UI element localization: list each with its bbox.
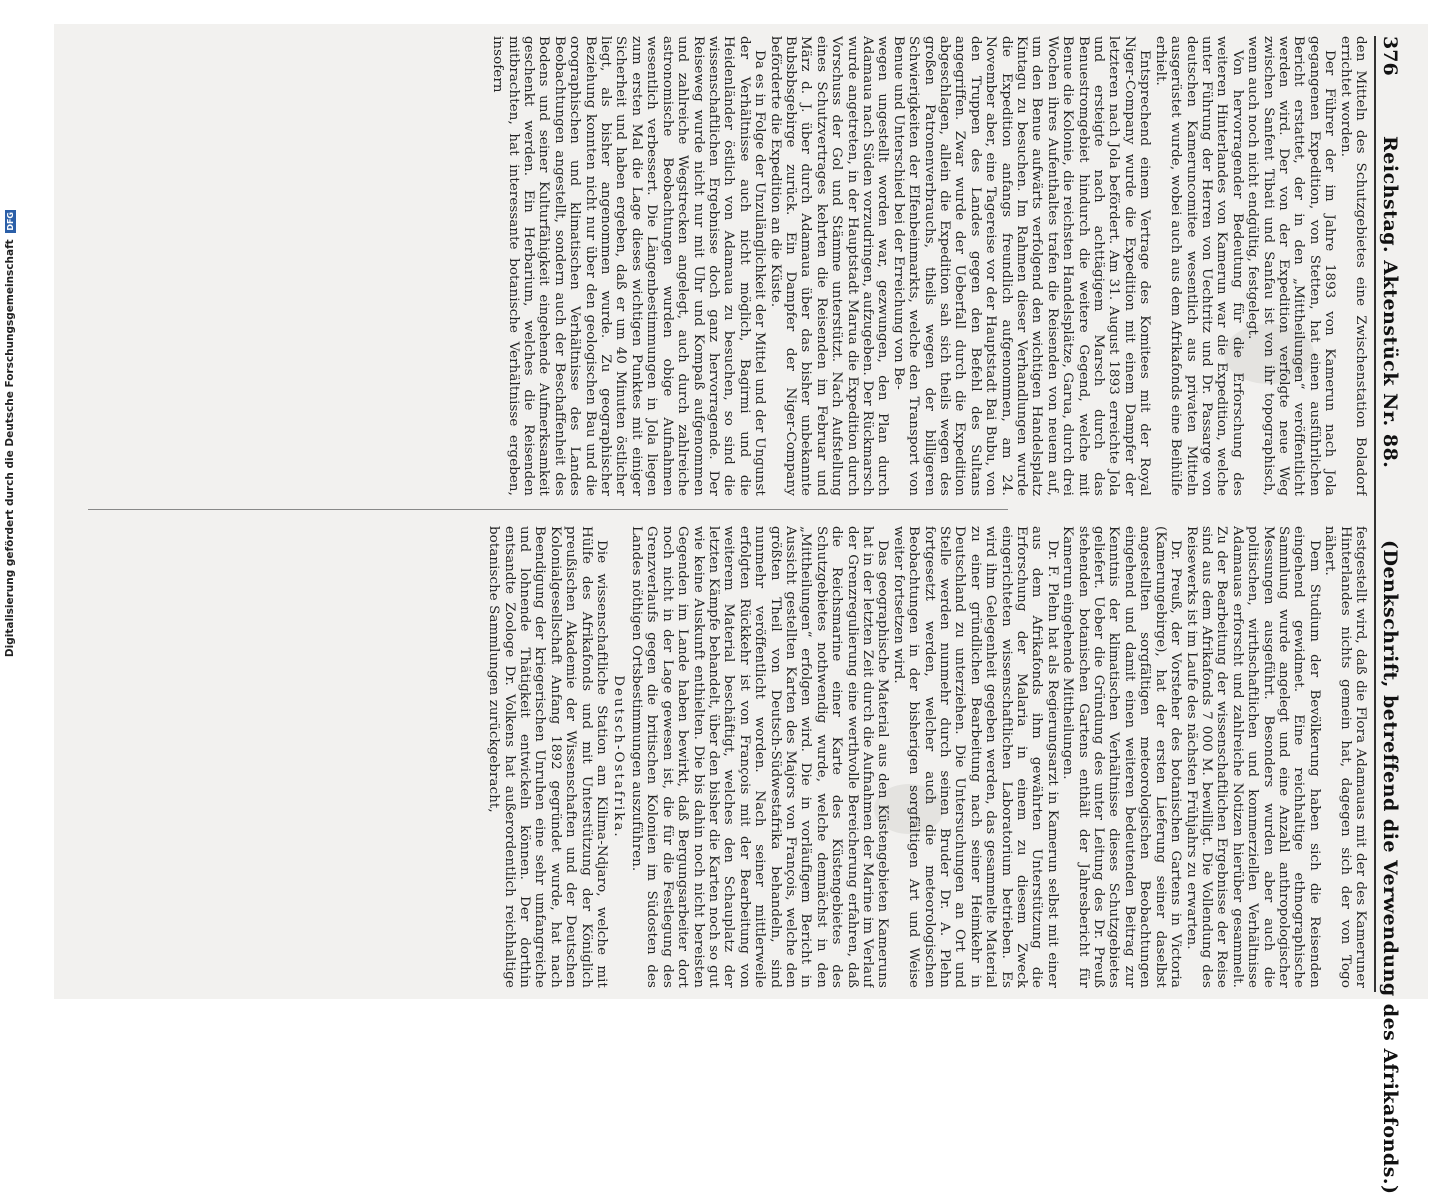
- paragraph: Die wissenschaftliche Station am Kilima-Ndjaro, welche mit Hülfe des Afrikafonds und mit Unterstützung der Königlich preußischen Akademie der Wissenschaften und der Deutschen Kolonialgesellschaft Anfang 1892 gegründet wurde, hat nach Beendigung der kriegerischen Unruhen eine sehr umfangreiche und lohnende Thätigkeit entwickeln können. Der dorthin entsandte Zoologe Dr. Volkens hat außerordentlich reichhaltige botanische Sammlungen zurückgebracht,: [486, 526, 610, 988]
- paragraph: Von hervorragender Bedeutung für die Erforschung des weiteren Hinterlandes von Kamerun war die Expedition, welche unter Führung der Herren von Uechtritz und Dr. Passarge von deutschen Kameruncomitee wesentlich aus privaten Mitteln ausgerüstet wurde, wobei auch aus dem Afrikafonds eine Beihülfe erhielt.: [1152, 36, 1245, 496]
- left-column: [68, 36, 1368, 496]
- header-rule: [1374, 36, 1376, 992]
- paragraph: Der Führer der im Jahre 1893 von Kamerun nach Jola gegangenen Expedition, von Stetten, hat einen ausführlichen Bericht erstattet, der in den „Mittheilungen“ veröffentlicht werden wird. Der von der Expedition verfolgte neue Weg zwischen Sanfent Tibati und Sanfau ist von ihr topographisch, wenn auch noch nicht endgültig, festgelegt.: [1245, 36, 1338, 496]
- paragraph: festgestellt wird, daß die Flora Adamauas mit der des Kameruner Hinterlandes nichts gemein hat, dagegen sich der von Togo nähert.: [1322, 526, 1368, 988]
- page-number: 376: [1379, 36, 1401, 76]
- column-divider: [88, 509, 1008, 510]
- footer-text: Digitalisierung gefördert durch die Deutsche Forschungsgemeinschaft: [4, 239, 16, 658]
- paragraph: den Mitteln des Schutzgebietes eine Zwischenstation Boladorf errichtet worden.: [1337, 36, 1368, 496]
- paragraph: Da es in Folge der Unzulänglichkeit der Mittel und der Ungunst der Verhältnisse auch nicht möglich, Bagirmi und die Heidenländer östlich von Adamaua zu besuchen, so sind die wissenschaftlichen Ergebnisse doch ganz hervorragende. Der Reiseweg wurde nicht nur mit Uhr und Kompaß aufgenommen und zahlreiche Wegstrecken angelegt, auch durch zahlreiche astronomische Beobachtungen wurden obige Aufnahmen wesentlich verbessert. Die Längenbestimmungen in Jola liegen zum ersten Mal die Lage dieses wichtigen Punktes mit einiger Sicherheit und haben ergeben, daß er um 40 Minuten östlicher liegt, als bisher angenommen wurde. Zu geographischer Beziehung konnten nicht nur über den geologischen Bau und die orographischen und klimatischen Verhältnisse des Landes Beobachtungen angestellt, sondern auch der Beschaffenheit des Bodens und seiner Kulturfähigkeit eingehende Aufmerksamkeit geschenkt werden. Ein Herbarium, welches die Reisenden mitbrachten, hat interessante botanische Verhältnisse ergeben, insofern: [490, 36, 768, 496]
- page-title: Reichstag. Aktenstück Nr. 88.: [1379, 136, 1401, 469]
- page-content: [54, 24, 1428, 1195]
- paragraph: Entsprechend einem Vertrage des Komitees mit der Royal Niger-Company wurde die Expedition mit einem Dampfer der letzteren nach Jola befördert. Am 31. August 1893 erreichte Jola und ersteigte nach achttägigem Marsch durch das Benuestromgebiet hindurch die weitere Gegend, welche mit Benue die Kolonie, die reichsten Handelsplätze, Garua, durch drei Wochen ihres Aufenthaltes trafen die Reisenden von neuem auf, um den Benue aufwärts verfolgend den wichtigen Handelsplatz Kintagu zu besuchen. Im Rahmen dieser Verhandlungen wurde die Expedition anfangs freundlich aufgenommen, am 24. November aber, eine Tagereise vor der Hauptstadt Bai Bubu, von den Truppen des Landes gegen den Befehl des Sultans angegriffen. Zwar wurde der Ueberfall durch die Expedition abgeschlagen, allein die Expedition sah sich theils wegen des großen Patronenverbrauchs, theils wegen der billigeren Schwierigkeiten der Elfenbeinmarkts, welche den Transport von Benue und Unterschied bei der Erreichung von Be-: [890, 36, 1153, 496]
- right-column: [68, 526, 1368, 988]
- paragraph: Das geographische Material aus den Küstengebieten Kameruns hat in der letzten Zeit durch die Aufnahmen der Marine im Verlauf der Grenzregulierung eine werthvolle Bereicherung erfahren, daß die Reichsmarine einer Karte des Küstengebietes des Schutzgebietes nothwendig wurde, welche demnächst in den „Mittheilungen“ erfolgen wird. Die in vorläufigem Bericht in Aussicht gestellten Karten des Majors von François, welche den größten Theil von Deutsch-Südwestafrika behandeln, sind nunmehr veröffentlicht worden. Nach seiner mittlerweile erfolgten Rückkehr ist von François mit der Bearbeitung von weiterem Material beschäftigt, welches den Schauplatz der letzten Kämpfe behandelt, über den bisher die Karten noch so gut wie keine Auskunft enthielten. Die bis dahin noch nicht bereisten Gegenden im Lande haben bewirkt, daß Bergungsarbeiter dort noch nicht in der Lage gewesen ist, die für die Festlegung des Grenzverlaufs gegen die britischen Kolonien im Südosten des Landes nöthigen Ortsbestimmungen auszuführen.: [628, 526, 891, 988]
- paragraph: Dr. F. Plehn hat als Regierungsarzt in Kamerun selbst mit einer aus dem Afrikafonds ihm gewährten Unterstützung die Erforschung der Malaria in einem zu diesem Zweck eingerichteten wissenschaftlichen Laboratorium betrieben. Es wird ihm Gelegenheit gegeben werden, das gesammelte Material zu einer gründlichen Bearbeitung nach seiner Heimkehr in Deutschland zu unterziehen. Die Untersuchungen an Ort und Stelle werden nunmehr durch seinen Bruder Dr. A. Plehn fortgesetzt werden, welcher auch die meteorologischen Beobachtungen in der bisherigen sorgfältigen Art und Weise weiter fortsetzen wird.: [890, 526, 1060, 988]
- digitization-footer: [2, 210, 18, 1000]
- section-heading: Deutsch-Ostafrika.: [611, 675, 627, 839]
- paragraph: wegen ungestellt worden war, gezwungen, den Plan durch Adamaua nach Süden vorzudringen, aufzugeben. Der Rückmarsch wurde angetreten, in der Hauptstadt Marua die Expedition durch Vorschuss der Gol und Stämme unterstützt. Nach Aufstellung eines Schutzvertrages kehrten die Reisenden im Februar und März d. J. über durch Adamaua über das bisher unbekannte Bubsbbsgebirge zurück. Ein Dampfer der Niger-Company beförderte die Expedition an die Küste.: [767, 36, 891, 496]
- dfg-logo: DFG: [5, 212, 15, 231]
- page-title-right: (Denkschrift, betreffend die Verwendung des Afrikafonds.): [1379, 540, 1401, 1195]
- paragraph: Dr. Preuß, der Vorsteher des botanischen Gartens in Victoria (Kamerungebirge), hat der ersten Lieferung seiner daselbst angestellten sorgfältigen meteorologischen Beobachtungen eingehend und damit einen weiteren bedeutenden Beitrag zur Kenntnis der klimatischen Verhältnisse dieses Schutzgebietes geliefert. Ueber die Gründung des unter Leitung des Dr. Preuß stehenden botanischen Gartens enthält der Jahresbericht für Kamerun eingehende Mittheilungen.: [1060, 526, 1184, 988]
- paragraph: Dem Studium der Bevölkerung haben sich die Reisenden eingehend gewidmet. Eine reichhaltige ethnographische Sammlung wurde angelegt und eine Anzahl anthropologischer Messungen ausgeführt. Besonders wurden aber auch die politischen, wirthschaftlichen und kommerziellen Verhältnisse Adamauas erforscht und zahlreiche Notizen hierüber gesammelt. Zu der Bearbeitung der wissenschaftlichen Ergebnisse der Reise sind aus dem Afrikafonds 7 000 M. bewilligt. Die Vollendung des Reisewerks ist im Laufe des nächsten Frühjahrs zu erwarten.: [1183, 526, 1322, 988]
